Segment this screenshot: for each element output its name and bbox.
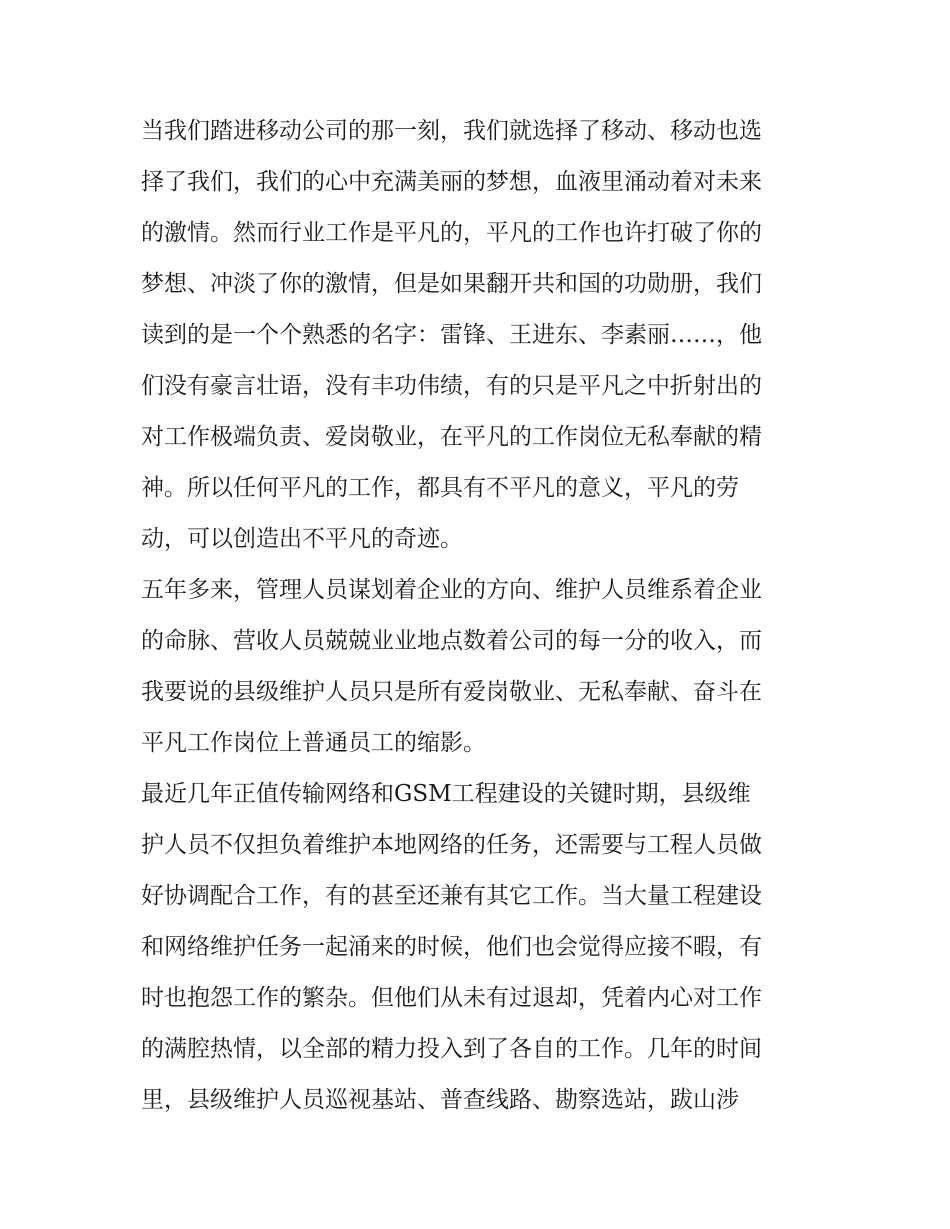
text-line: 的满腔热情，以全部的精力投入到了各自的工作。几年的时间 bbox=[141, 1036, 762, 1062]
text-line: 神。所以任何平凡的工作，都具有不平凡的意义，平凡的劳 bbox=[141, 475, 739, 501]
text-line: 的激情。然而行业工作是平凡的，平凡的工作也许打破了你的 bbox=[141, 220, 762, 246]
paragraph-2 bbox=[141, 565, 821, 769]
paragraph-3 bbox=[141, 769, 821, 1126]
document-body bbox=[141, 106, 821, 1126]
text-line: 护人员不仅担负着维护本地网络的任务，还需要与工程人员做 bbox=[141, 832, 762, 858]
text-line: 择了我们，我们的心中充满美丽的梦想，血液里涌动着对未来 bbox=[141, 169, 762, 195]
text-line: 时也抱怨工作的繁杂。但他们从未有过退却，凭着内心对工作 bbox=[141, 985, 762, 1011]
text-line: 和网络维护任务一起涌来的时候，他们也会觉得应接不暇，有 bbox=[141, 934, 762, 960]
text-line: 平凡工作岗位上普通员工的缩影。 bbox=[141, 730, 486, 756]
text-line: 读到的是一个个熟悉的名字：雷锋、王进东、李素丽……，他 bbox=[141, 322, 762, 348]
text-line: 五年多来，管理人员谋划着企业的方向、维护人员维系着企业 bbox=[141, 577, 762, 603]
text-line: 最近几年正值传输网络和GSM工程建设的关键时期，县级维 bbox=[141, 781, 751, 807]
text-line: 对工作极端负责、爱岗敬业，在平凡的工作岗位无私奉献的精 bbox=[141, 424, 762, 450]
text-line: 好协调配合工作，有的甚至还兼有其它工作。当大量工程建设 bbox=[141, 883, 762, 909]
text-line: 当我们踏进移动公司的那一刻，我们就选择了移动、移动也选 bbox=[141, 118, 762, 144]
text-line: 的命脉、营收人员兢兢业业地点数着公司的每一分的收入，而 bbox=[141, 628, 762, 654]
text-line: 梦想、冲淡了你的激情，但是如果翻开共和国的功勋册，我们 bbox=[141, 271, 762, 297]
text-line: 里，县级维护人员巡视基站、普查线路、勘察选站，跋山涉 bbox=[141, 1087, 739, 1113]
text-line: 们没有豪言壮语，没有丰功伟绩，有的只是平凡之中折射出的 bbox=[141, 373, 762, 399]
text-line: 我要说的县级维护人员只是所有爱岗敬业、无私奉献、奋斗在 bbox=[141, 679, 762, 705]
text-line: 动，可以创造出不平凡的奇迹。 bbox=[141, 526, 463, 552]
paragraph-1 bbox=[141, 106, 821, 565]
